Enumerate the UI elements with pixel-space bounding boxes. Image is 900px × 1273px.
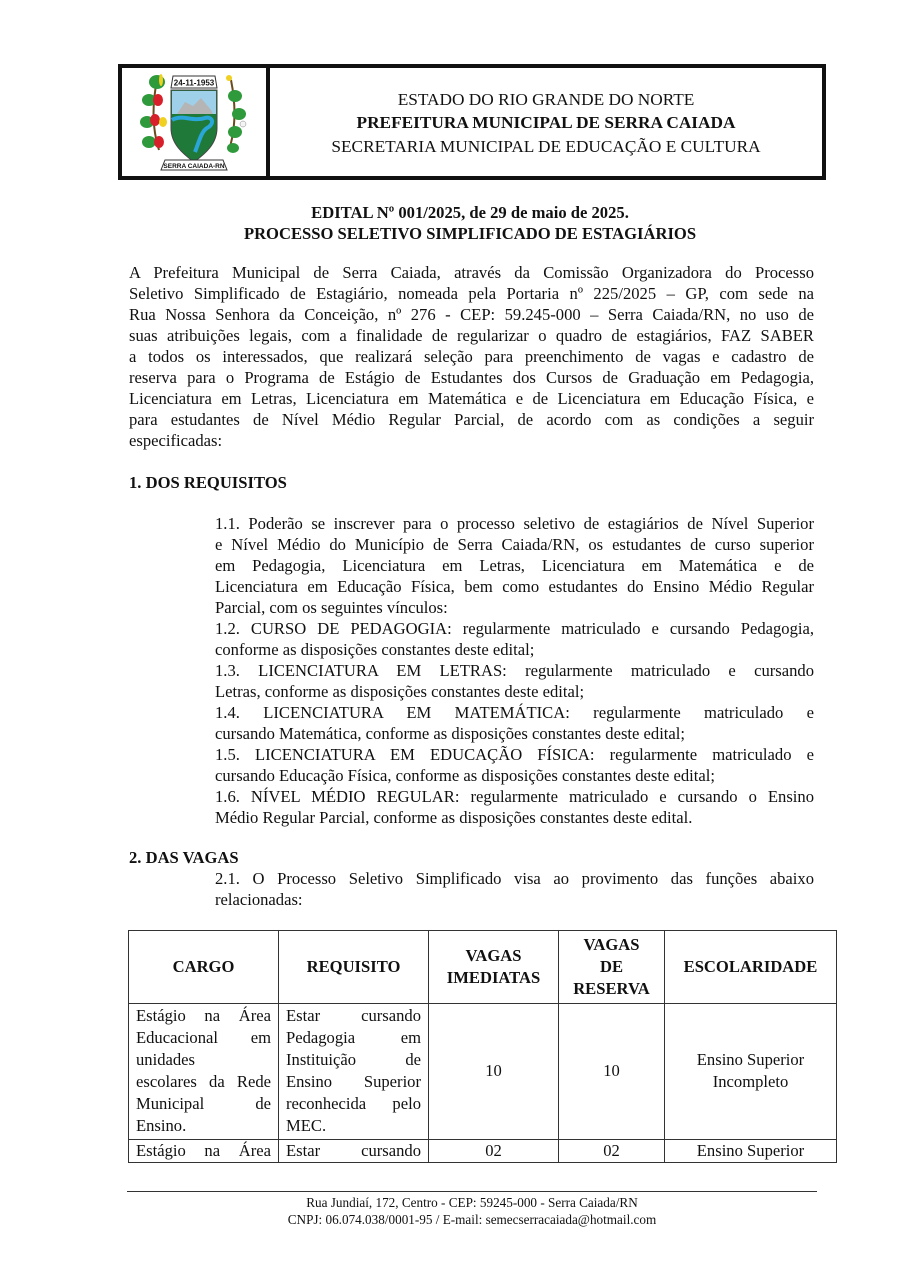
cell-escolaridade xyxy=(665,1004,837,1140)
text-line: 1.2. CURSO DE PEDAGOGIA: regularmente matriculado e cursando Pedagogia, xyxy=(215,619,814,638)
footer-address: Rua Jundiaí, 172, Centro - CEP: 59245-000 - Serra Caiada/RN xyxy=(306,1195,638,1210)
document-title xyxy=(120,202,820,244)
text-line: Licenciatura em Letras, Licenciatura em Matemática e de Licenciatura em Educação Física, e xyxy=(129,389,814,408)
cell-line: Pedagogia em xyxy=(286,1028,421,1047)
cell-line: escolares da Rede xyxy=(136,1072,271,1091)
cell-vagas-imediatas: 10 xyxy=(429,1004,559,1140)
text-line: Licenciatura em Educação Física, bem como estudantes do Ensino Médio Regular xyxy=(215,577,814,596)
cell-line: MEC. xyxy=(286,1116,327,1135)
section-heading-vagas: 2. DAS VAGAS xyxy=(129,848,239,867)
text-line: cursando Matemática, conforme as disposições constantes deste edital; xyxy=(215,724,686,743)
text-line: a todos os interessados, que realizará seleção para preenchimento de vagas e cadastro de xyxy=(129,347,814,366)
text-line: relacionadas: xyxy=(215,890,303,909)
department-name: SECRETARIA MUNICIPAL DE EDUCAÇÃO E CULTURA xyxy=(331,136,761,156)
cell-requisito xyxy=(279,1140,429,1163)
cell-line: Estágio na Área xyxy=(136,1141,271,1160)
header-line: IMEDIATAS xyxy=(446,968,541,987)
col-header-vagas-imediatas xyxy=(429,931,559,1004)
svg-text:SERRA CAIADA-RN: SERRA CAIADA-RN xyxy=(163,163,225,170)
text-line: 2.1. O Processo Seletivo Simplificado visa ao provimento das funções abaixo xyxy=(215,869,814,888)
header-line: VAGAS xyxy=(465,946,522,965)
cell-line: Ensino Superior xyxy=(286,1072,421,1091)
cell-requisito xyxy=(279,1004,429,1140)
cell-vagas-reserva: 10 xyxy=(559,1004,665,1140)
text-line: 1.1. Poderão se inscrever para o processo seletivo de estagiários de Nível Superior xyxy=(215,514,814,533)
cell-line: Estar cursando xyxy=(286,1006,421,1025)
text-line: 1.4. LICENCIATURA EM MATEMÁTICA: regularmente matriculado e xyxy=(215,703,814,722)
text-line: Seletivo Simplificado de Estagiário, nomeada pela Portaria nº 225/2025 – GP, com sede na xyxy=(129,284,814,303)
state-name: ESTADO DO RIO GRANDE DO NORTE xyxy=(397,89,695,109)
col-header-requisito: REQUISITO xyxy=(279,931,429,1004)
header-line: RESERVA xyxy=(573,979,650,998)
cell-line: Municipal de xyxy=(136,1094,271,1113)
municipal-coat-of-arms-icon xyxy=(135,70,253,174)
cell-line: reconhecida pelo xyxy=(286,1094,421,1113)
text-line: cursando Educação Física, conforme as disposições constantes deste edital; xyxy=(215,766,715,785)
footer xyxy=(127,1195,817,1228)
text-line: conforme as disposições constantes deste edital; xyxy=(215,640,535,659)
cell-line: Educacional em xyxy=(136,1028,271,1047)
text-line: 1.6. NÍVEL MÉDIO REGULAR: regularmente matriculado e cursando o Ensino xyxy=(215,787,814,806)
text-line: Letras, conforme as disposições constantes deste edital; xyxy=(215,682,585,701)
cell-line: unidades xyxy=(136,1050,195,1069)
col-header-cargo: CARGO xyxy=(129,931,279,1004)
text-line: Rua Nossa Senhora da Conceição, nº 276 - CEP: 59.245-000 – Serra Caiada/RN, no uso de xyxy=(129,305,814,324)
cell-escolaridade: Ensino Superior xyxy=(665,1140,837,1163)
table-row xyxy=(129,1004,837,1140)
letterhead xyxy=(118,64,826,180)
table-row xyxy=(129,1140,837,1163)
text-line: especificadas: xyxy=(129,431,223,450)
text-line: Médio Regular Parcial, conforme as disposições constantes deste edital. xyxy=(215,808,693,827)
cell-vagas-reserva: 02 xyxy=(559,1140,665,1163)
text-line: 1.5. LICENCIATURA EM EDUCAÇÃO FÍSICA: regularmente matriculado e xyxy=(215,745,814,764)
footer-contact: CNPJ: 06.074.038/0001-95 / E-mail: semecserracaiada@hotmail.com xyxy=(287,1211,657,1227)
municipality-name: PREFEITURA MUNICIPAL DE SERRA CAIADA xyxy=(356,113,736,133)
cell-line: Ensino Superior xyxy=(696,1050,805,1069)
section-requisitos-body xyxy=(215,513,814,828)
text-line: em Pedagogia, Licenciatura em Letras, Licenciatura em Matemática e de xyxy=(215,556,814,575)
cell-line: Instituição de xyxy=(286,1050,421,1069)
text-line: suas atribuições legais, com a finalidade de regularizar o quadro de estagiários, FAZ SABER xyxy=(129,326,814,345)
cell-line: Incompleto xyxy=(712,1072,789,1091)
vacancies-table xyxy=(128,930,837,1163)
cell-cargo xyxy=(129,1004,279,1140)
edital-number: EDITAL Nº 001/2025, de 29 de maio de 2025. xyxy=(311,203,629,222)
cell-line: Estar cursando xyxy=(286,1141,421,1160)
text-line: Parcial, com os seguintes vínculos: xyxy=(215,598,448,617)
table-header-row xyxy=(129,931,837,1004)
logo-cell xyxy=(122,68,270,176)
section-vagas-body xyxy=(215,868,814,910)
text-line: e Nível Médio do Município de Serra Caiada/RN, os estudantes de curso superior xyxy=(215,535,814,554)
letterhead-text xyxy=(270,68,822,176)
cell-line: Ensino. xyxy=(136,1116,187,1135)
cell-cargo xyxy=(129,1140,279,1163)
text-line: para estudantes de Nível Médio Regular Parcial, de acordo com as condições a seguir xyxy=(129,410,814,429)
svg-text:24-11-1953: 24-11-1953 xyxy=(173,78,215,88)
text-line: reserva para o Programa de Estágio de Estudantes dos Cursos de Graduação em Pedagogia, xyxy=(129,368,814,387)
header-line: VAGAS xyxy=(583,935,640,954)
text-line: 1.3. LICENCIATURA EM LETRAS: regularmente matriculado e cursando xyxy=(215,661,814,680)
section-heading-requisitos: 1. DOS REQUISITOS xyxy=(129,473,287,492)
cell-line: Estágio na Área xyxy=(136,1006,271,1025)
col-header-vagas-reserva xyxy=(559,931,665,1004)
footer-divider xyxy=(127,1191,817,1192)
intro-paragraph xyxy=(129,262,814,451)
text-line: A Prefeitura Municipal de Serra Caiada, através da Comissão Organizadora do Processo xyxy=(129,263,814,282)
header-line: DE xyxy=(599,957,624,976)
col-header-escolaridade: ESCOLARIDADE xyxy=(665,931,837,1004)
process-title: PROCESSO SELETIVO SIMPLIFICADO DE ESTAGIÁRIOS xyxy=(243,224,697,243)
cell-vagas-imediatas: 02 xyxy=(429,1140,559,1163)
